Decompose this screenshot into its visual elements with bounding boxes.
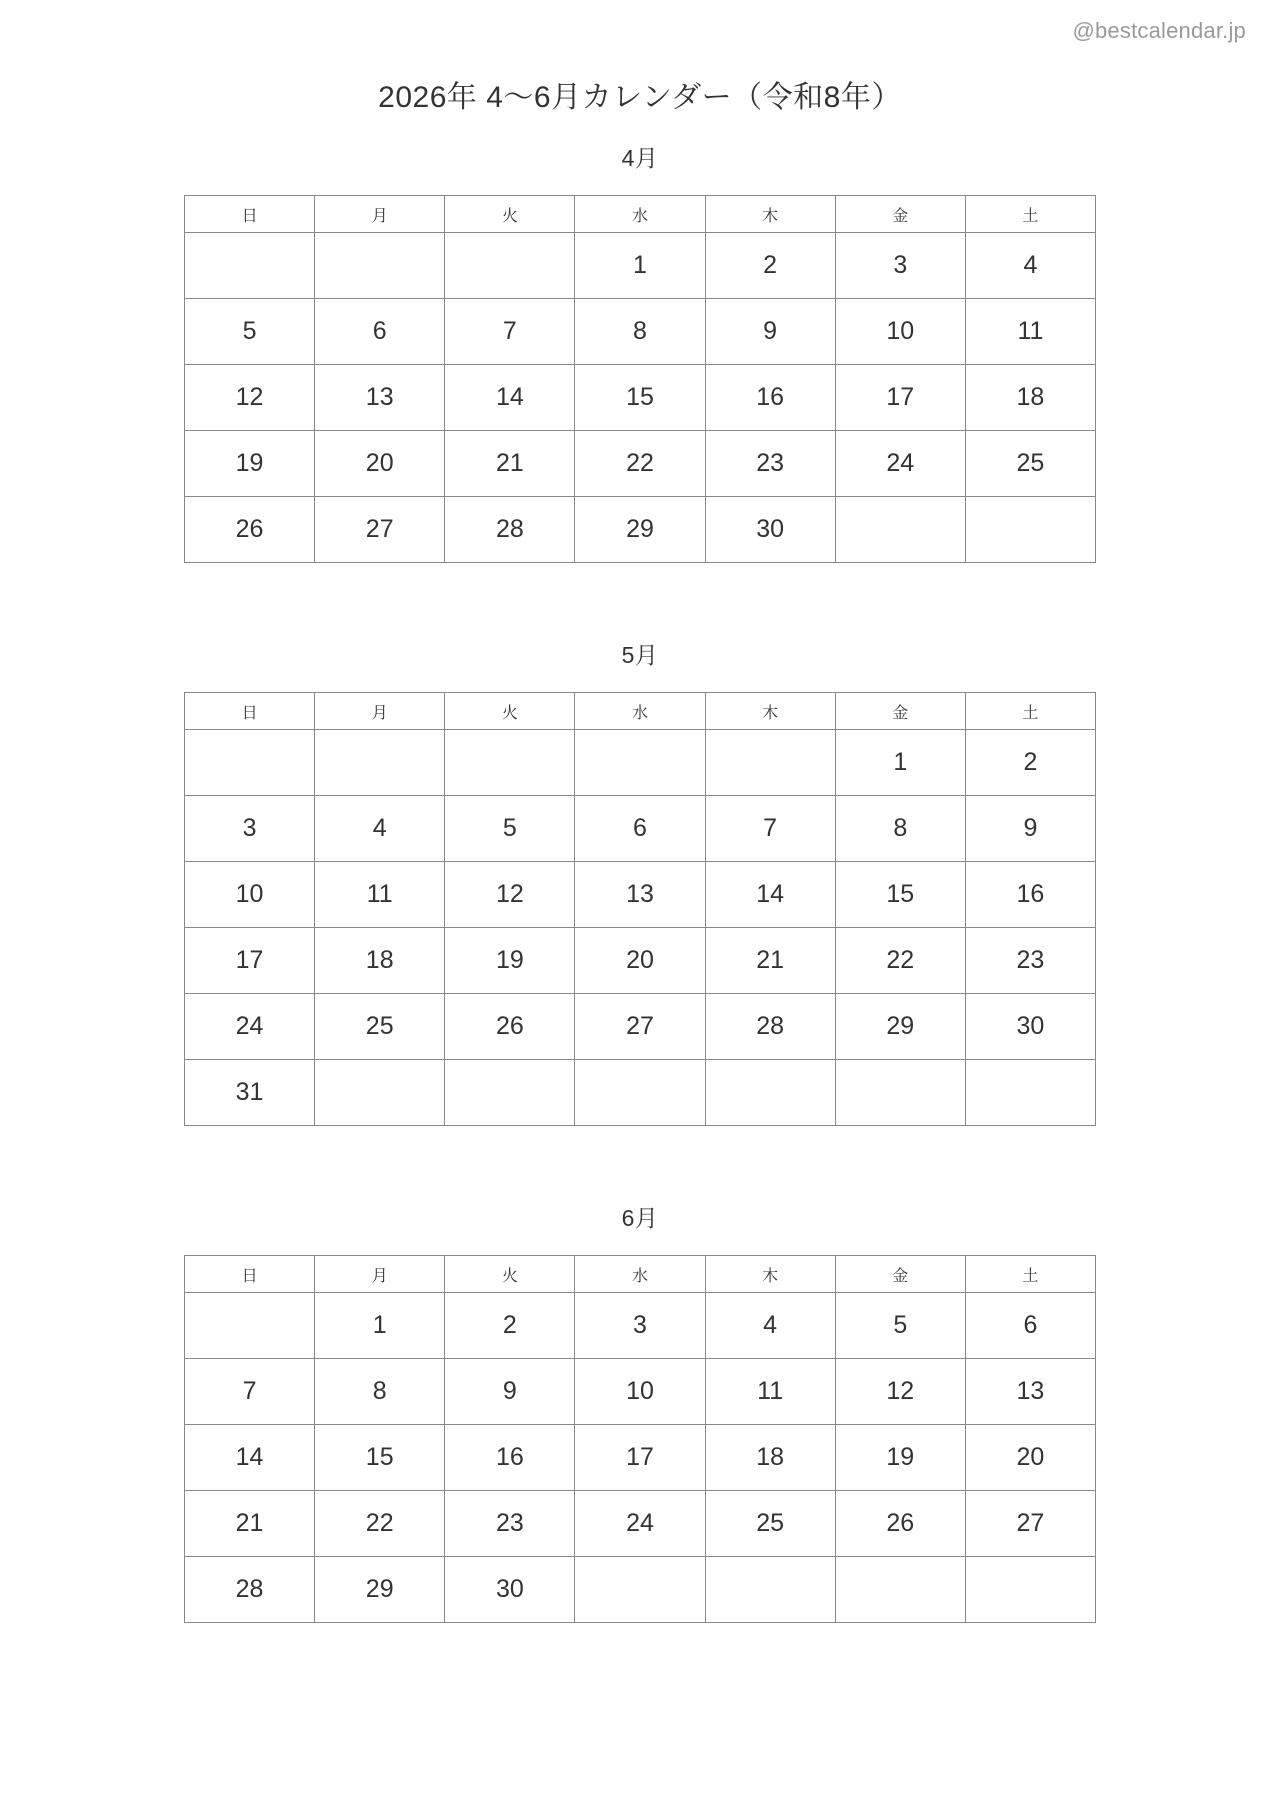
day-cell[interactable]: 13 (965, 1359, 1095, 1425)
day-cell[interactable]: 26 (445, 994, 575, 1060)
weekday-header-weekday: 木 (705, 1256, 835, 1293)
week-row (185, 862, 1096, 928)
week-row (185, 1060, 1096, 1126)
weekday-header-weekday: 水 (575, 196, 705, 233)
day-cell[interactable]: 7 (185, 1359, 315, 1425)
weekday-header-weekday: 月 (315, 196, 445, 233)
day-cell-empty (835, 1557, 965, 1623)
day-cell[interactable]: 26 (835, 1491, 965, 1557)
day-cell[interactable]: 2 (965, 730, 1095, 796)
day-cell[interactable]: 5 (185, 299, 315, 365)
weekday-header-weekday: 月 (315, 693, 445, 730)
day-cell[interactable]: 19 (445, 928, 575, 994)
weekday-header-weekday: 金 (835, 1256, 965, 1293)
week-row (185, 1425, 1096, 1491)
weekday-header-saturday: 土 (965, 196, 1095, 233)
week-row (185, 299, 1096, 365)
day-cell[interactable]: 16 (965, 862, 1095, 928)
weekday-header-weekday: 火 (445, 1256, 575, 1293)
weekday-header-row (185, 1256, 1096, 1293)
day-cell[interactable]: 3 (575, 1293, 705, 1359)
day-cell-empty (185, 730, 315, 796)
day-cell[interactable]: 22 (315, 1491, 445, 1557)
day-cell[interactable]: 31 (185, 1060, 315, 1126)
day-cell[interactable]: 29 (315, 1557, 445, 1623)
day-cell[interactable]: 15 (835, 862, 965, 928)
day-cell[interactable]: 2 (445, 1293, 575, 1359)
day-cell[interactable]: 27 (965, 1491, 1095, 1557)
week-row (185, 730, 1096, 796)
day-cell[interactable]: 17 (835, 365, 965, 431)
month-block (184, 140, 1096, 563)
month-label: 4月 (621, 145, 659, 171)
week-row (185, 994, 1096, 1060)
month-calendar-table (184, 692, 1096, 1126)
day-cell-empty (445, 730, 575, 796)
weekday-header-saturday: 土 (965, 1256, 1095, 1293)
day-cell[interactable]: 27 (575, 994, 705, 1060)
day-cell[interactable]: 28 (445, 497, 575, 563)
day-cell[interactable]: 14 (705, 862, 835, 928)
day-cell[interactable]: 12 (445, 862, 575, 928)
day-cell[interactable]: 6 (965, 1293, 1095, 1359)
day-cell-empty (965, 1060, 1095, 1126)
weekday-header-row (185, 196, 1096, 233)
site-watermark: @bestcalendar.jp (1072, 18, 1246, 43)
weekday-header-weekday: 木 (705, 693, 835, 730)
month-label: 5月 (621, 642, 659, 668)
day-cell[interactable]: 6 (575, 796, 705, 862)
day-cell[interactable]: 10 (835, 299, 965, 365)
day-cell[interactable]: 4 (965, 233, 1095, 299)
day-cell[interactable]: 18 (705, 1425, 835, 1491)
day-cell[interactable]: 14 (445, 365, 575, 431)
day-cell[interactable]: 1 (835, 730, 965, 796)
day-cell[interactable]: 5 (835, 1293, 965, 1359)
day-cell[interactable]: 10 (185, 862, 315, 928)
weekday-header-weekday: 金 (835, 693, 965, 730)
week-row (185, 497, 1096, 563)
day-cell[interactable]: 16 (705, 365, 835, 431)
day-cell-empty (445, 233, 575, 299)
day-cell-empty (445, 1060, 575, 1126)
day-cell-empty (575, 1557, 705, 1623)
week-row (185, 928, 1096, 994)
weekday-header-sunday: 日 (185, 1256, 315, 1293)
months-container (0, 140, 1280, 1623)
day-cell[interactable]: 19 (185, 431, 315, 497)
day-cell[interactable]: 9 (445, 1359, 575, 1425)
day-cell[interactable]: 1 (575, 233, 705, 299)
day-cell[interactable]: 30 (965, 994, 1095, 1060)
month-calendar-table (184, 1255, 1096, 1623)
day-cell[interactable]: 25 (965, 431, 1095, 497)
page-title: 2026年 4〜6月カレンダー（令和8年） (378, 81, 902, 114)
day-cell[interactable]: 17 (185, 928, 315, 994)
week-row (185, 1491, 1096, 1557)
day-cell[interactable]: 20 (575, 928, 705, 994)
weekday-header-row (185, 693, 1096, 730)
day-cell[interactable]: 21 (445, 431, 575, 497)
weekday-header-weekday: 水 (575, 1256, 705, 1293)
day-cell[interactable]: 15 (315, 1425, 445, 1491)
weekday-header-weekday: 木 (705, 196, 835, 233)
day-cell-empty (835, 1060, 965, 1126)
day-cell[interactable]: 8 (575, 299, 705, 365)
day-cell[interactable]: 23 (965, 928, 1095, 994)
day-cell-empty (315, 233, 445, 299)
weekday-header-weekday: 水 (575, 693, 705, 730)
day-cell-empty (185, 1293, 315, 1359)
day-cell[interactable]: 13 (575, 862, 705, 928)
day-cell[interactable]: 2 (705, 233, 835, 299)
day-cell[interactable]: 29 (835, 994, 965, 1060)
day-cell[interactable]: 8 (835, 796, 965, 862)
day-cell[interactable]: 7 (705, 796, 835, 862)
weekday-header-sunday: 日 (185, 196, 315, 233)
day-cell[interactable]: 9 (705, 299, 835, 365)
day-cell[interactable]: 10 (575, 1359, 705, 1425)
weekday-header-weekday: 火 (445, 693, 575, 730)
day-cell-empty (185, 233, 315, 299)
day-cell[interactable]: 18 (315, 928, 445, 994)
day-cell-empty (965, 1557, 1095, 1623)
day-cell[interactable]: 22 (575, 431, 705, 497)
day-cell[interactable]: 5 (445, 796, 575, 862)
day-cell[interactable]: 15 (575, 365, 705, 431)
day-cell[interactable]: 28 (705, 994, 835, 1060)
month-block (184, 1200, 1096, 1623)
day-cell-empty (575, 1060, 705, 1126)
day-cell[interactable]: 26 (185, 497, 315, 563)
weekday-header-weekday: 金 (835, 196, 965, 233)
week-row (185, 796, 1096, 862)
day-cell-empty (705, 1060, 835, 1126)
day-cell-empty (705, 1557, 835, 1623)
day-cell[interactable]: 11 (315, 862, 445, 928)
day-cell[interactable]: 21 (185, 1491, 315, 1557)
day-cell[interactable]: 25 (705, 1491, 835, 1557)
day-cell[interactable]: 1 (315, 1293, 445, 1359)
day-cell[interactable]: 29 (575, 497, 705, 563)
day-cell[interactable]: 4 (315, 796, 445, 862)
day-cell[interactable]: 17 (575, 1425, 705, 1491)
day-cell[interactable]: 11 (705, 1359, 835, 1425)
day-cell[interactable]: 4 (705, 1293, 835, 1359)
week-row (185, 365, 1096, 431)
day-cell[interactable]: 24 (835, 431, 965, 497)
day-cell[interactable]: 27 (315, 497, 445, 563)
day-cell[interactable]: 13 (315, 365, 445, 431)
day-cell[interactable]: 23 (705, 431, 835, 497)
day-cell-empty (575, 730, 705, 796)
weekday-header-weekday: 火 (445, 196, 575, 233)
day-cell[interactable]: 28 (185, 1557, 315, 1623)
day-cell[interactable]: 24 (575, 1491, 705, 1557)
week-row (185, 1359, 1096, 1425)
day-cell[interactable]: 14 (185, 1425, 315, 1491)
day-cell[interactable]: 24 (185, 994, 315, 1060)
weekday-header-sunday: 日 (185, 693, 315, 730)
day-cell-empty (965, 497, 1095, 563)
day-cell[interactable]: 6 (315, 299, 445, 365)
day-cell[interactable]: 20 (315, 431, 445, 497)
weekday-header-saturday: 土 (965, 693, 1095, 730)
day-cell-empty (705, 730, 835, 796)
day-cell[interactable]: 22 (835, 928, 965, 994)
weekday-header-weekday: 月 (315, 1256, 445, 1293)
week-row (185, 431, 1096, 497)
day-cell[interactable]: 7 (445, 299, 575, 365)
month-block (184, 637, 1096, 1126)
day-cell[interactable]: 25 (315, 994, 445, 1060)
month-calendar-table (184, 195, 1096, 563)
day-cell[interactable]: 12 (185, 365, 315, 431)
week-row (185, 233, 1096, 299)
day-cell-empty (315, 730, 445, 796)
day-cell[interactable]: 18 (965, 365, 1095, 431)
day-cell[interactable]: 20 (965, 1425, 1095, 1491)
day-cell[interactable]: 16 (445, 1425, 575, 1491)
month-label: 6月 (621, 1205, 659, 1231)
week-row (185, 1557, 1096, 1623)
day-cell[interactable]: 21 (705, 928, 835, 994)
day-cell[interactable]: 11 (965, 299, 1095, 365)
day-cell[interactable]: 19 (835, 1425, 965, 1491)
day-cell-empty (835, 497, 965, 563)
day-cell[interactable]: 3 (185, 796, 315, 862)
week-row (185, 1293, 1096, 1359)
day-cell[interactable]: 9 (965, 796, 1095, 862)
day-cell[interactable]: 8 (315, 1359, 445, 1425)
day-cell[interactable]: 30 (705, 497, 835, 563)
day-cell[interactable]: 3 (835, 233, 965, 299)
day-cell[interactable]: 30 (445, 1557, 575, 1623)
day-cell-empty (315, 1060, 445, 1126)
day-cell[interactable]: 12 (835, 1359, 965, 1425)
day-cell[interactable]: 23 (445, 1491, 575, 1557)
